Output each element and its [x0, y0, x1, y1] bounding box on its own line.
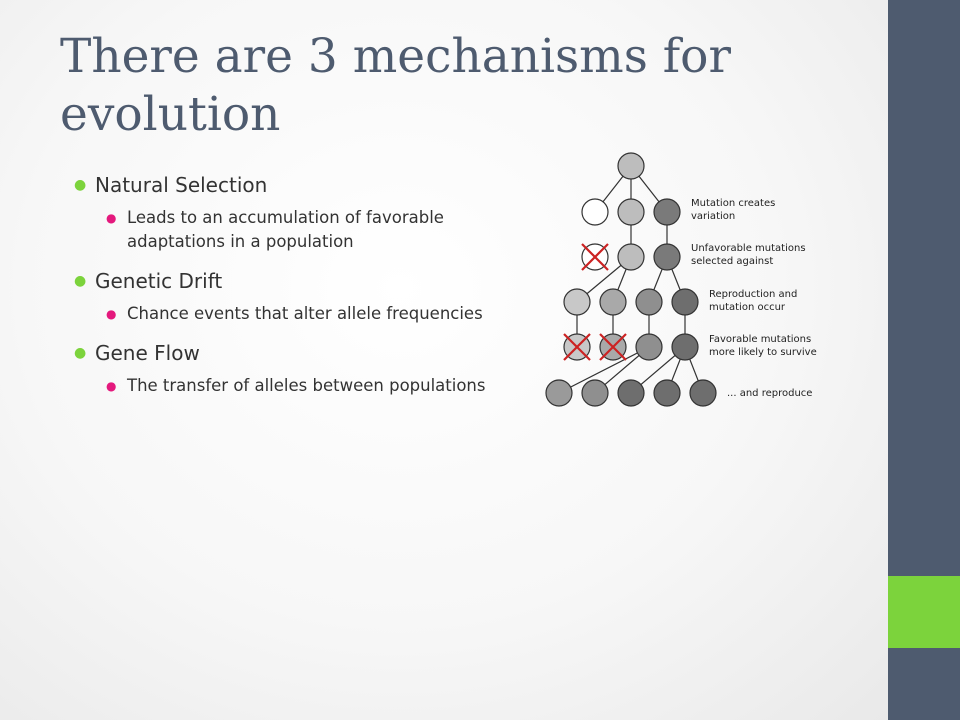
page-title: There are 3 mechanisms for evolution: [60, 29, 731, 142]
diagram-label: ... and reproduce: [727, 388, 813, 399]
bullet-text: Natural Selection: [95, 173, 268, 197]
bullet-natural-selection: [74, 172, 494, 198]
bullet-gene-flow: [74, 340, 494, 366]
bullet-genetic-drift: [74, 268, 494, 294]
sub-bullet-dot-icon: ●: [106, 307, 117, 321]
diagram-label: variation: [691, 211, 736, 222]
diagram-label: Favorable mutations: [709, 334, 812, 345]
bullet-dot-icon: ●: [74, 345, 87, 361]
sub-bullet-natural-selection: [106, 206, 494, 254]
diagram-label: mutation occur: [709, 302, 786, 313]
sub-bullet-dot-icon: ●: [106, 211, 117, 225]
natural-selection-diagram: [540, 148, 840, 418]
diagram-label: selected against: [691, 256, 774, 267]
bullet-text: Gene Flow: [95, 341, 200, 365]
bullet-dot-icon: ●: [74, 177, 87, 193]
sub-bullet-text: Leads to an accumulation of favorable adaptations in a population: [127, 208, 444, 251]
diagram-label: Unfavorable mutations: [691, 243, 806, 254]
sub-bullet-text: Chance events that alter allele frequencies: [127, 304, 483, 323]
bullet-dot-icon: ●: [74, 273, 87, 289]
sub-bullet-text: The transfer of alleles between populations: [127, 376, 486, 395]
diagram-label: Reproduction and: [709, 289, 798, 300]
bullet-list: [74, 172, 494, 412]
sub-bullet-genetic-drift: [106, 302, 494, 326]
sidebar-accent-block: [888, 576, 960, 648]
sub-bullet-dot-icon: ●: [106, 379, 117, 393]
diagram-label: more likely to survive: [709, 347, 817, 358]
diagram-label: Mutation creates: [691, 198, 776, 209]
sub-bullet-gene-flow: [106, 374, 494, 398]
bullet-text: Genetic Drift: [95, 269, 223, 293]
